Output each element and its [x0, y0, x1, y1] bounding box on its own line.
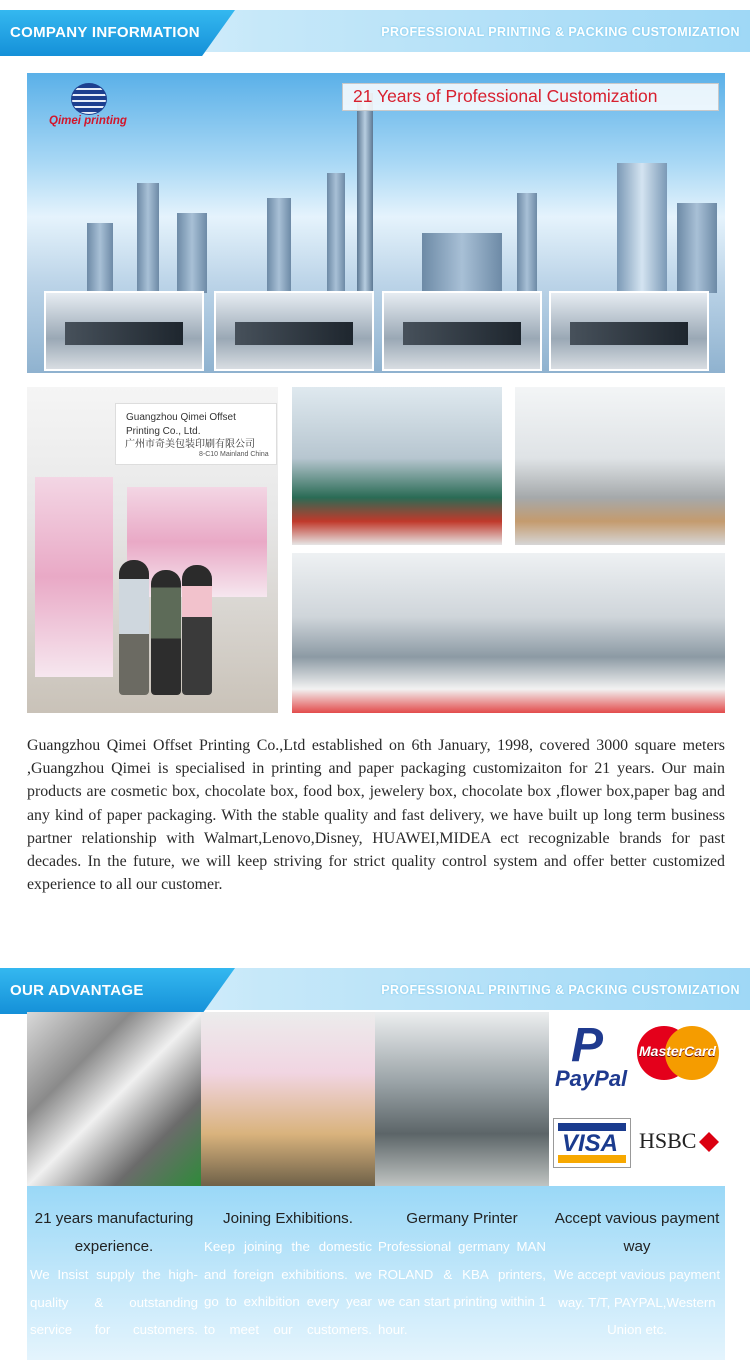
advantage-title: Accept vavious payment way	[554, 1210, 720, 1255]
mastercard-logo: MasterCard	[637, 1026, 719, 1080]
logo-text: Qimei printing	[49, 115, 127, 127]
advantage-desc: We Insist supply the high-quality & outstanding service for customers.	[30, 1267, 198, 1337]
hsbc-hexagon-icon	[699, 1132, 719, 1152]
visa-logo: VISA	[553, 1118, 631, 1168]
exhibition-booth-photo	[27, 387, 278, 713]
globe-icon	[71, 83, 107, 115]
advantage-desc: Professional germany MAN ROLAND & KBA printers, we can start printing within 1 hour.	[378, 1239, 546, 1337]
section-title: OUR ADVANTAGE	[10, 982, 144, 999]
company-intro-text: Guangzhou Qimei Offset Printing Co.,Ltd established on 6th January, 1998, covered 3000 square meters ,Guangzhou Qimei is specialised in printing and paper packaging customizaiton for 21 years. Our main products are cosmetic box, chocolate box, food box, jewelery box, chocolate box ,flower box,paper bag and any kind of paper packaging. With the stable quality and fast delivery, we have built up long term business partner relationship with Walmart,Lenovo,Disney, HUAWEI,MIDEA ect recognizable brands for past decades. In the future, we will keep striving for strict quality control system and offer better customized experience to all our customer.	[27, 737, 725, 894]
advantage-payment	[549, 1186, 725, 1360]
advantage-desc: We accept vavious payment way. T/T, PAYPAL,Western Union etc.	[553, 1267, 721, 1337]
advantage-desc: Keep joining the domestic and foreign exhibitions. we go to exhibition every year to meet our customers.	[204, 1239, 372, 1337]
booth-sign: Guangzhou Qimei Offset Printing Co., Ltd.	[115, 403, 277, 465]
advantage-title: 21 years manufacturing experience.	[34, 1210, 194, 1255]
factory-thumb-1	[44, 291, 204, 371]
advantage-experience	[27, 1186, 201, 1360]
warehouse-photo	[515, 387, 725, 545]
hero-tagline	[342, 83, 719, 111]
exhibition-photo	[201, 1012, 375, 1186]
factory-thumb-3	[382, 291, 542, 371]
paypal-logo: PayPal	[555, 1066, 628, 1091]
section-title: COMPANY INFORMATION	[10, 24, 200, 41]
hsbc-logo: HSBC	[639, 1128, 697, 1153]
advantage-title: Joining Exhibitions.	[222, 1210, 353, 1227]
factory-thumb-2	[214, 291, 374, 371]
manufacturing-machine-photo	[27, 1012, 201, 1186]
advantage-title: Germany Printer	[406, 1210, 518, 1227]
tagline-text: 21 Years of Professional Customization	[353, 86, 658, 106]
booth-sign-number: 8-C10 Mainland China	[199, 451, 269, 458]
germany-printer-photo	[375, 1012, 549, 1186]
section-banner-company	[0, 10, 750, 56]
production-line-photo	[292, 387, 502, 545]
advantage-exhibitions	[201, 1186, 375, 1360]
section-banner-advantage	[0, 968, 750, 1014]
hero-city-image	[27, 73, 725, 373]
company-logo	[49, 83, 127, 131]
section-subtitle: PROFESSIONAL PRINTING & PACKING CUSTOMIZATION	[381, 25, 740, 39]
factory-thumb-4	[549, 291, 709, 371]
payment-logos	[549, 1012, 725, 1186]
printing-press-photo	[292, 553, 725, 713]
paypal-icon: P	[571, 1019, 604, 1072]
section-subtitle: PROFESSIONAL PRINTING & PACKING CUSTOMIZATION	[381, 983, 740, 997]
advantage-printer	[375, 1186, 549, 1360]
booth-sign-chinese: 广州市奇美包装印刷有限公司	[125, 439, 255, 450]
